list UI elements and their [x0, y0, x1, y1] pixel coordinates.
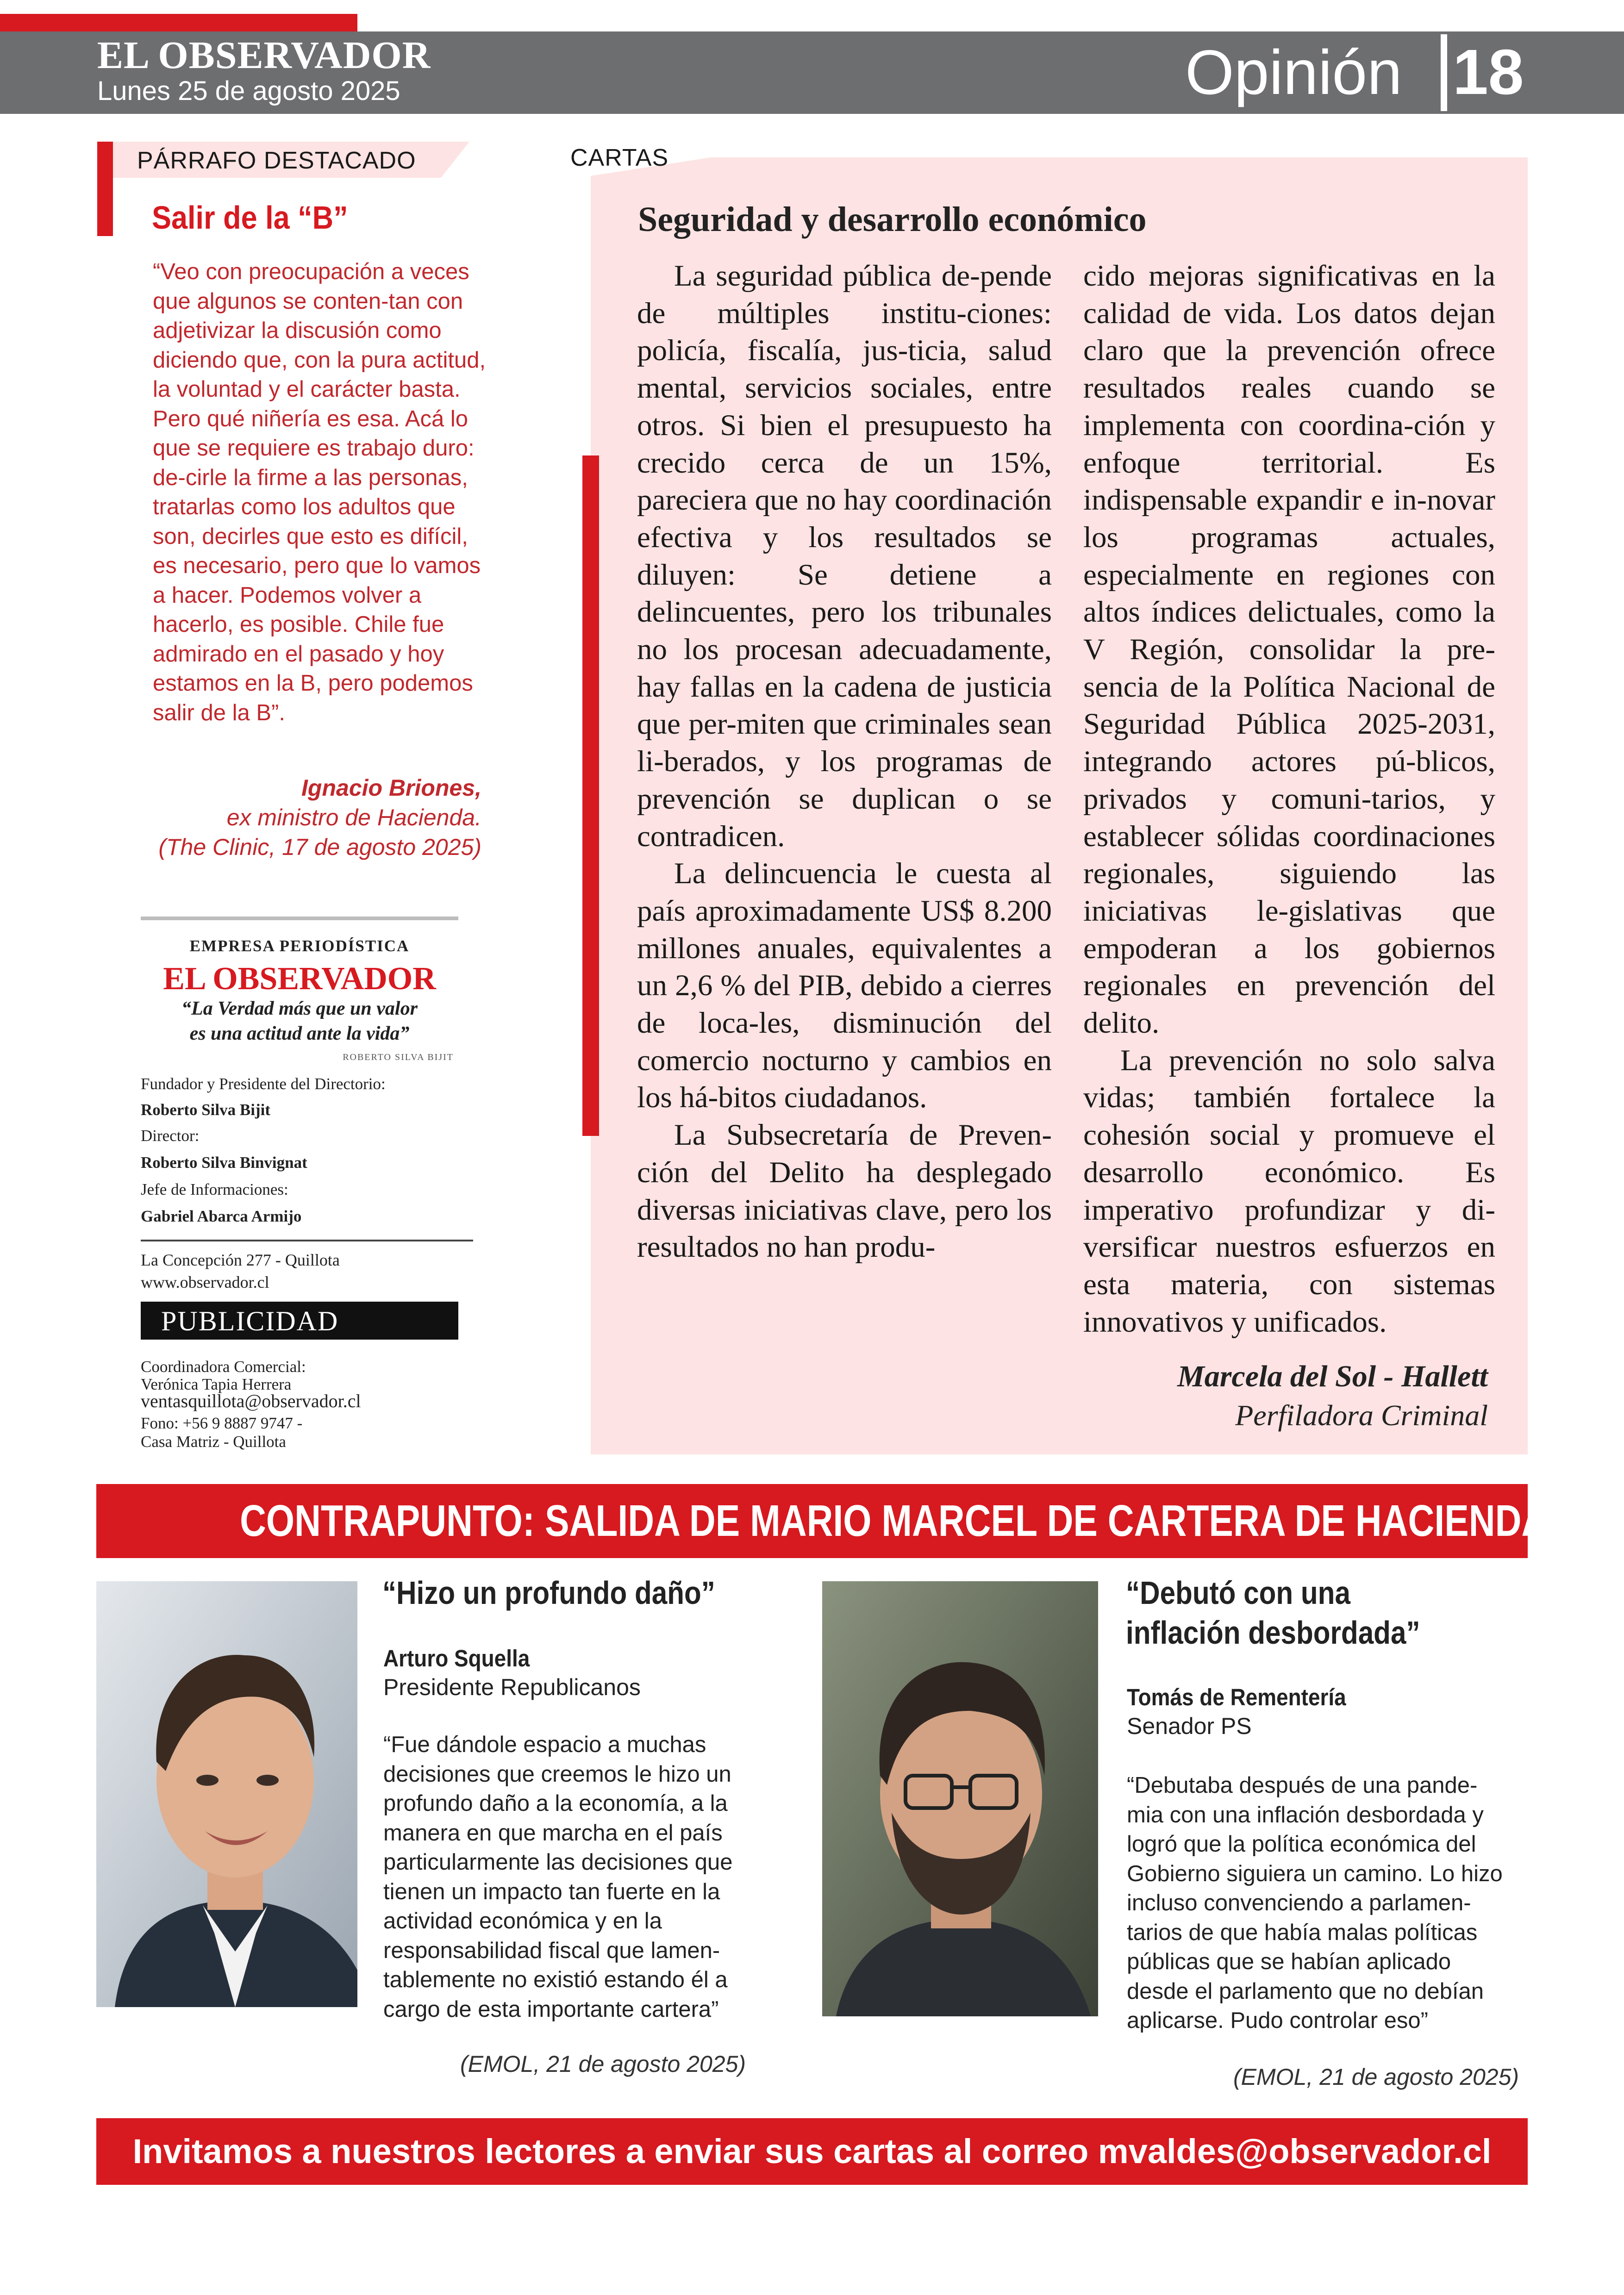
contrapunto-left-role: Presidente Republicanos	[383, 1674, 641, 1700]
highlight-quote: “Veo con preocupación a veces que algunos se conten-tan con adjetivizar la discusión como diciendo que, con la pura actitud, la voluntad y el carácter basta. Pero qué niñería es esa. Acá lo que se requiere es trabajo duro: de-cirle la firme a las personas, tratarlas como los adultos que son, decirles que esto es difícil, es necesario, pero que lo vamos a hacer. Podemos volver a hacerlo, es posible. Chile fue admirado en el pasado y hoy estamos en la B, pero podemos salir de la B”.	[153, 259, 486, 725]
letter-paragraph: La prevención no solo salva vidas; también fortalece la cohesión social y promueve el desarrollo económico. Es imperativo profundizar y di-versificar nuestros esfuerzos en esta materia, con sistemas innovativos y unificados.	[1083, 1043, 1495, 1339]
letter-red-bar	[582, 455, 599, 1136]
masthead-motto	[141, 996, 458, 1046]
letter-signature: Marcela del Sol - Hallett	[1177, 1360, 1488, 1393]
right-headline-line-1: “Debutó con una	[1126, 1575, 1350, 1611]
masthead-company: EMPRESA PERIODÍSTICA	[189, 937, 410, 955]
contrapunto-right-quote: “Debutaba después de una pande-mia con una inflación desbordada y logró que la política económica del Gobierno siguiera un camino. Lo hizo incluso convenciendo a parlamen-tarios de que había malas políticas públicas que se habían aplicado desde el parlamento que no debían aplicarse. Pudo controlar eso”	[1127, 1773, 1503, 2033]
section-title: Opinión	[1185, 37, 1402, 107]
masthead-role: Fundador y Presidente del Directorio:	[141, 1075, 386, 1093]
footer-invitation: Invitamos a nuestros lectores a enviar sus cartas al correo mvaldes@observador.cl	[132, 2132, 1492, 2170]
portrait-illustration	[96, 1581, 357, 2007]
publicidad-email[interactable]: ventasquillota@observador.cl	[141, 1391, 361, 1411]
contrapunto-left-name	[383, 1644, 546, 1673]
left-headline-text: “Hizo un profundo daño”	[382, 1575, 715, 1611]
portrait-illustration	[822, 1581, 1098, 2016]
motto-line-2: es una actitud ante la vida”	[189, 1023, 410, 1044]
masthead-name: EL OBSERVADOR	[163, 961, 436, 997]
arturo-squella-photo	[96, 1581, 357, 2007]
masthead-role: Jefe de Informaciones:	[141, 1180, 288, 1198]
tomas-de-rementeria-photo	[822, 1581, 1098, 2016]
letter-paragraph: La seguridad pública de-pende de múltiples institu-ciones: policía, fiscalía, jus-ticia, salud mental, servicios sociales, entre otros. Si bien el presupuesto ha crecido cerca de un 15%, pareciera que no hay coordinación efectiva y los resultados se diluyen: Se detiene a delincuentes, pero los tribunales no los procesan adecuadamente, hay fallas en la cadena de justicia que per-miten que criminales sean li-berados, y los programas de prevención se duplican o se contradicen.	[637, 259, 1052, 853]
letters-section-label: CARTAS	[570, 144, 669, 171]
publicidad-line: Fono: +56 9 8887 9747 -	[141, 1414, 303, 1432]
letter-paragraph: La Subsecretaría de Preven-ción del Delito ha desplegado diversas iniciativas clave, pero los resultados no han produ-	[637, 1118, 1052, 1264]
contrapunto-title-text: CONTRAPUNTO: SALIDA DE MARIO MARCEL DE CARTERA DE HACIENDA	[240, 1496, 1548, 1546]
masthead-website[interactable]: www.observador.cl	[141, 1273, 269, 1291]
header-accent-bar	[0, 14, 357, 31]
masthead-person: Roberto Silva Bijit	[141, 1101, 270, 1119]
publicidad-label: PUBLICIDAD	[161, 1306, 339, 1336]
contrapunto-right-role: Senador PS	[1127, 1713, 1252, 1739]
masthead-person: Roberto Silva Binvignat	[141, 1154, 307, 1172]
masthead-signature: ROBERTO SILVA BIJIT	[343, 1052, 454, 1062]
highlight-author-role: ex ministro de Hacienda.	[226, 804, 481, 830]
publicidad-line: Casa Matriz - Quillota	[141, 1433, 286, 1451]
page-number: 18	[1453, 37, 1524, 108]
letter-paragraph: cido mejoras significativas en la calidad de vida. Los datos dejan claro que la prevención ofrece resultados reales cuando se implementa con coordina-ción y enfoque territorial. Es indispensable expandir e in-novar los programas actuales, especialmente en regiones con altos índices delictuales, como la V Región, consolidar la pre-sencia de la Política Nacional de Seguridad Pública 2025-2031, integrando actores pú-blicos, privados y comuni-tarios, y establecer sólidas coordinaciones regionales, siguiendo las iniciativas le-gislativas que empoderan a los gobiernos regionales en prevención del delito.	[1083, 259, 1495, 1040]
publicidad-line: Verónica Tapia Herrera	[141, 1375, 292, 1393]
contrapunto-left-headline	[382, 1573, 781, 1613]
letter-title: Seguridad y desarrollo económico	[638, 200, 1147, 239]
publicidad-line: Coordinadora Comercial:	[141, 1358, 306, 1376]
letter-paragraph: La delincuencia le cuesta al país aproximadamente US$ 8.200 millones anuales, equivalentes a un 2,6 % del PIB, debido a cierres de loca-les, disminución del comercio nocturno y cambios en los há-bitos ciudadanos.	[637, 857, 1052, 1115]
contrapunto-right-name	[1127, 1683, 1370, 1712]
contrapunto-right-source: (EMOL, 21 de agosto 2025)	[1233, 2064, 1519, 2090]
contrapunto-right-headline	[1126, 1573, 1524, 1653]
left-name-text: Arturo Squella	[383, 1645, 530, 1671]
highlight-section-label: PÁRRAFO DESTACADO	[137, 147, 416, 174]
letter-author-role: Perfiladora Criminal	[1235, 1399, 1488, 1432]
letter-column-1	[637, 257, 1052, 1266]
highlight-author: Ignacio Briones,	[301, 775, 481, 801]
highlight-attribution	[153, 773, 481, 862]
masthead-person: Gabriel Abarca Armijo	[141, 1207, 302, 1225]
highlight-title: Salir de la “B”	[152, 200, 348, 236]
right-headline-line-2: inflación desbordada”	[1126, 1615, 1420, 1651]
masthead-divider	[141, 1240, 473, 1241]
highlight-source: (The Clinic, 17 de agosto 2025)	[158, 834, 481, 860]
right-name-text: Tomás de Rementería	[1127, 1684, 1346, 1710]
masthead-role: Director:	[141, 1127, 200, 1145]
masthead-divider	[141, 917, 458, 920]
contrapunto-left-quote: “Fue dándole espacio a muchas decisiones que creemos le hizo un profundo daño a la economía, a la manera en que marcha en el país particularmente las decisiones que tienen un impacto tan fuerte en la actividad económica y en la responsabilidad fiscal que lamen-tablemente no existió estando él a cargo de esta importante cartera”	[383, 1732, 733, 2022]
newspaper-name: EL OBSERVADOR	[97, 34, 431, 77]
issue-date: Lunes 25 de agosto 2025	[97, 76, 400, 106]
letter-column-2	[1083, 257, 1495, 1341]
contrapunto-left-source: (EMOL, 21 de agosto 2025)	[460, 2051, 746, 2077]
masthead-address: La Concepción 277 - Quillota	[141, 1251, 340, 1269]
highlight-red-bar	[97, 142, 113, 236]
contrapunto-title	[96, 1484, 1548, 1558]
motto-line-1: “La Verdad más que un valor	[181, 998, 418, 1019]
